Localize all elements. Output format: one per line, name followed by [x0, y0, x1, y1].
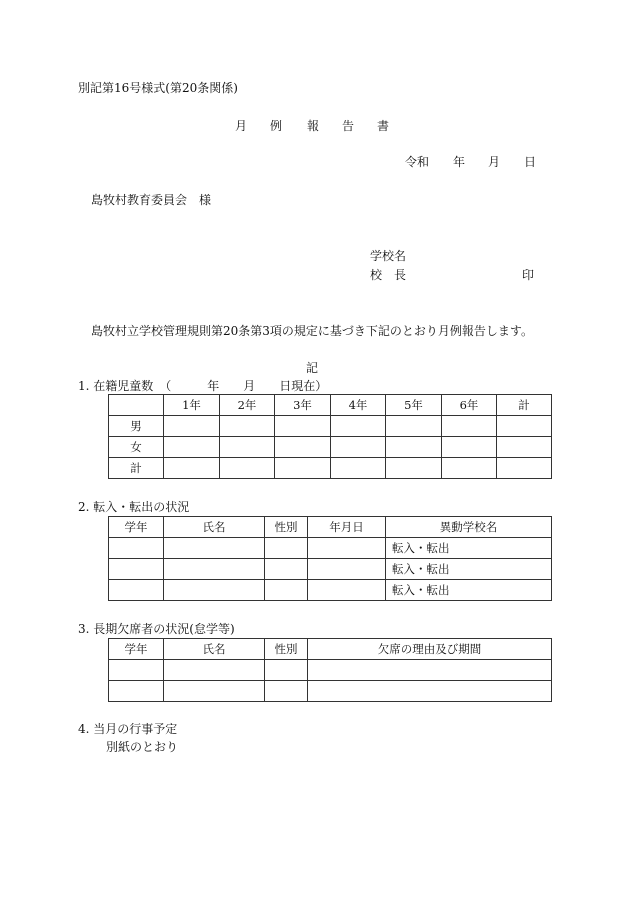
- table-cell[interactable]: [497, 437, 552, 458]
- form-label: 別記第16号様式(第20条関係): [78, 81, 238, 95]
- table-row: [109, 458, 552, 479]
- table-cell[interactable]: [109, 681, 164, 702]
- table-cell[interactable]: [109, 660, 164, 681]
- table-cell[interactable]: [265, 681, 308, 702]
- table-cell[interactable]: [442, 458, 497, 479]
- table-header-row: [109, 639, 552, 660]
- table-cell[interactable]: [331, 437, 386, 458]
- table-row: [109, 580, 552, 601]
- table-cell[interactable]: [265, 580, 308, 601]
- table-header-row: [109, 517, 552, 538]
- header-cell: 4年: [331, 395, 386, 416]
- section2-heading: 2. 転入・転出の状況: [78, 500, 190, 514]
- table-cell[interactable]: [164, 681, 265, 702]
- header-cell: 3年: [275, 395, 331, 416]
- title-char-5: 書: [377, 119, 390, 133]
- table-cell[interactable]: [164, 416, 220, 437]
- table-cell[interactable]: [164, 559, 265, 580]
- table-cell[interactable]: [109, 559, 164, 580]
- principal-label: 校 長: [370, 268, 407, 282]
- table-cell[interactable]: [265, 660, 308, 681]
- table-cell[interactable]: [109, 580, 164, 601]
- table-row: [109, 416, 552, 437]
- header-cell: 氏名: [164, 517, 265, 538]
- date-year: 年: [453, 155, 466, 169]
- intro-text: 島牧村立学校管理規則第20条第3項の規定に基づき下記のとおり月例報告します。: [91, 324, 533, 338]
- table-cell[interactable]: [308, 538, 386, 559]
- transfer-type-cell[interactable]: 転入・転出: [386, 559, 552, 580]
- table-cell[interactable]: [308, 681, 552, 702]
- table-cell[interactable]: [220, 437, 275, 458]
- table-cell[interactable]: [442, 416, 497, 437]
- table-cell[interactable]: [265, 538, 308, 559]
- table-cell[interactable]: [308, 559, 386, 580]
- header-cell: 6年: [442, 395, 497, 416]
- row-label: 男: [109, 416, 164, 437]
- table-cell[interactable]: [331, 458, 386, 479]
- title-char-4: 告: [342, 119, 355, 133]
- table-header-row: [109, 395, 552, 416]
- header-cell: 性別: [265, 517, 308, 538]
- title-char-1: 月: [235, 119, 248, 133]
- table-cell[interactable]: [220, 416, 275, 437]
- transfer-table: [108, 516, 552, 601]
- header-cell: 計: [497, 395, 552, 416]
- row-label: 女: [109, 437, 164, 458]
- row-label: 計: [109, 458, 164, 479]
- header-cell: 学年: [109, 517, 164, 538]
- header-cell: 学年: [109, 639, 164, 660]
- table-cell[interactable]: [308, 660, 552, 681]
- table-cell[interactable]: [164, 580, 265, 601]
- table-row: [109, 437, 552, 458]
- table-cell[interactable]: [164, 458, 220, 479]
- date-month: 月: [488, 155, 501, 169]
- section4-body: 別紙のとおり: [106, 740, 179, 754]
- table-row: [109, 559, 552, 580]
- table-cell[interactable]: [275, 437, 331, 458]
- table-cell[interactable]: [164, 660, 265, 681]
- table-cell[interactable]: [265, 559, 308, 580]
- header-cell: [109, 395, 164, 416]
- title-char-3: 報: [307, 119, 320, 133]
- school-name-label: 学校名: [370, 249, 407, 263]
- table-cell[interactable]: [386, 437, 442, 458]
- table-cell[interactable]: [497, 416, 552, 437]
- table-cell[interactable]: [275, 416, 331, 437]
- table-cell[interactable]: [164, 437, 220, 458]
- table-cell[interactable]: [308, 580, 386, 601]
- table-cell[interactable]: [220, 458, 275, 479]
- table-cell[interactable]: [164, 538, 265, 559]
- table-cell[interactable]: [386, 416, 442, 437]
- title-char-2: 例: [270, 119, 283, 133]
- header-cell: 氏名: [164, 639, 265, 660]
- enrollment-table: [108, 394, 552, 479]
- header-cell: 欠席の理由及び期間: [308, 639, 552, 660]
- table-cell[interactable]: [331, 416, 386, 437]
- date-day: 日: [524, 155, 537, 169]
- table-cell[interactable]: [442, 437, 497, 458]
- absence-table: [108, 638, 552, 702]
- table-cell[interactable]: [386, 458, 442, 479]
- header-cell: 5年: [386, 395, 442, 416]
- header-cell: 1年: [164, 395, 220, 416]
- addressee: 島牧村教育委員会 様: [91, 193, 212, 207]
- section1-heading: 1. 在籍児童数 （ 年 月 日現在）: [78, 379, 328, 393]
- transfer-type-cell[interactable]: 転入・転出: [386, 580, 552, 601]
- transfer-type-cell[interactable]: 転入・転出: [386, 538, 552, 559]
- date-era: 令和: [405, 155, 430, 169]
- header-cell: 性別: [265, 639, 308, 660]
- table-row: [109, 681, 552, 702]
- table-cell[interactable]: [109, 538, 164, 559]
- header-cell: 2年: [220, 395, 275, 416]
- seal-label: 印: [522, 268, 535, 282]
- section4-heading: 4. 当月の行事予定: [78, 722, 178, 736]
- table-row: [109, 538, 552, 559]
- ki-marker: 記: [306, 361, 319, 375]
- table-row: [109, 660, 552, 681]
- section3-heading: 3. 長期欠席者の状況(怠学等): [78, 622, 235, 636]
- header-cell: 年月日: [308, 517, 386, 538]
- table-cell[interactable]: [497, 458, 552, 479]
- table-cell[interactable]: [275, 458, 331, 479]
- header-cell: 異動学校名: [386, 517, 552, 538]
